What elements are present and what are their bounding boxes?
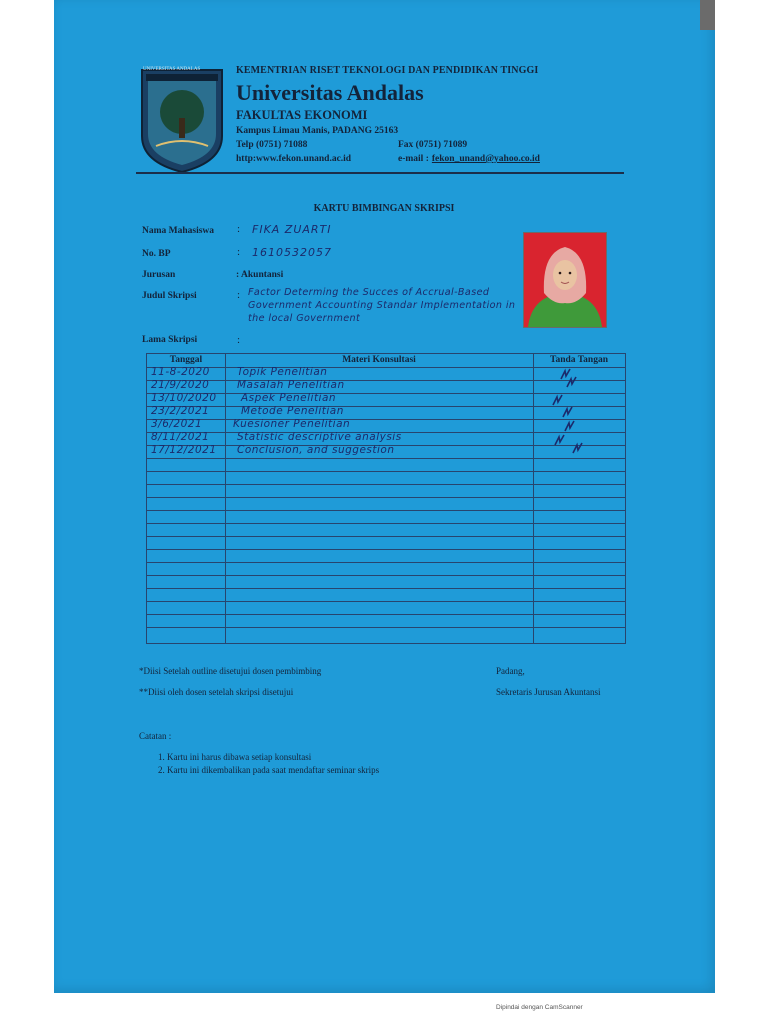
jurusan-value: : Akuntansi xyxy=(236,270,284,280)
table-row-line xyxy=(147,419,625,420)
judul-value: Factor Determing the Succes of Accrual-Based Government Accounting Standar Implementation in the local Government xyxy=(248,287,516,324)
fax: Fax (0751) 71089 xyxy=(398,140,468,150)
lama-colon: : xyxy=(237,334,241,346)
row-date: 23/2/2021 xyxy=(151,405,210,417)
nama-value: FIKA ZUARTI xyxy=(252,223,332,236)
email-line xyxy=(398,154,540,164)
telephone: Telp (0751) 71088 xyxy=(236,140,308,150)
catatan-list xyxy=(158,751,488,776)
table-row-line xyxy=(147,601,625,602)
sekretaris-label: Sekretaris Jurusan Akuntansi xyxy=(496,687,601,697)
table-row-line xyxy=(147,588,625,589)
website: http:www.fekon.unand.ac.id xyxy=(236,154,352,164)
row-date: 17/12/2021 xyxy=(151,444,217,456)
portrait-icon xyxy=(524,233,606,327)
ministry-name: KEMENTRIAN RISET TEKNOLOGI DAN PENDIDIKAN TINGGI xyxy=(236,65,539,76)
signature-icon xyxy=(571,442,585,454)
table-row-line xyxy=(147,367,625,368)
signature-icon xyxy=(565,376,579,388)
catatan-item: 2. Kartu ini dikembalikan pada saat mendaftar seminar skrips xyxy=(158,764,380,775)
email-address: fekon_unand@yahoo.co.id xyxy=(431,154,540,164)
lama-label: Lama Skripsi xyxy=(142,335,198,345)
row-date: 13/10/2020 xyxy=(151,392,217,404)
note-outline: *Diisi Setelah outline disetujui dosen pembimbing xyxy=(139,666,322,676)
bp-colon: : xyxy=(237,246,241,258)
header-materi: Materi Konsultasi xyxy=(342,355,416,365)
header-tanda-tangan: Tanda Tangan xyxy=(549,355,609,365)
nama-label: Nama Mahasiswa xyxy=(142,226,215,236)
header-divider xyxy=(136,172,624,174)
card-title-text: KARTU BIMBINGAN SKRIPSI xyxy=(313,203,455,214)
catatan-item: 1. Kartu ini harus dibawa setiap konsultasi xyxy=(158,752,312,762)
row-materi: Statistic descriptive analysis xyxy=(237,431,402,443)
row-materi: Topik Penelitian xyxy=(237,366,328,378)
signature-icon xyxy=(553,434,567,446)
table-row-line xyxy=(147,549,625,550)
catatan-title: Catatan : xyxy=(139,731,172,741)
row-date: 11-8-2020 xyxy=(151,366,210,378)
table-row-line xyxy=(147,614,625,615)
table-row-line xyxy=(147,575,625,576)
university-logo-icon xyxy=(136,66,228,174)
signature-icon xyxy=(551,394,565,406)
row-materi: Conclusion, and suggestion xyxy=(237,444,395,456)
table-row-line xyxy=(147,627,625,628)
row-materi: Kuesioner Penelitian xyxy=(233,418,351,430)
card-title xyxy=(0,203,768,214)
table-row-line xyxy=(147,562,625,563)
signature-icon xyxy=(561,406,575,418)
campus-address: Kampus Limau Manis, PADANG 25163 xyxy=(236,126,399,136)
row-materi: Aspek Penelitian xyxy=(241,392,337,404)
scanner-watermark: Dipindai dengan CamScanner xyxy=(496,1004,583,1011)
university-name: Universitas Andalas xyxy=(236,80,424,105)
faculty-name: FAKULTAS EKONOMI xyxy=(236,108,368,122)
note-skripsi: **Diisi oleh dosen setelah skripsi disetujui xyxy=(139,687,294,697)
padang-label: Padang, xyxy=(496,666,525,676)
row-materi: Metode Penelitian xyxy=(241,405,344,417)
table-row-line xyxy=(147,458,625,459)
header-tanggal: Tanggal xyxy=(169,355,203,365)
bp-value: 1610532057 xyxy=(252,246,332,259)
table-row-line xyxy=(147,406,625,407)
table-row-line xyxy=(147,523,625,524)
consultation-table xyxy=(146,353,626,644)
table-row-line xyxy=(147,484,625,485)
bp-label: No. BP xyxy=(142,249,171,259)
row-date: 3/6/2021 xyxy=(151,418,203,430)
judul-label: Judul Skripsi xyxy=(142,291,197,301)
table-row-line xyxy=(147,471,625,472)
logo-text: UNIVERSITAS ANDALAS xyxy=(143,67,201,72)
row-date: 8/11/2021 xyxy=(151,431,210,443)
email-label: e-mail : xyxy=(398,154,429,164)
row-date: 21/9/2020 xyxy=(151,379,210,391)
table-row-line xyxy=(147,536,625,537)
table-col-divider xyxy=(225,354,226,643)
table-col-divider xyxy=(533,354,534,643)
signature-icon xyxy=(563,420,577,432)
catatan-section xyxy=(139,731,380,775)
table-row-line xyxy=(147,380,625,381)
paper-shadow-edge xyxy=(700,0,715,30)
table-row-line xyxy=(147,497,625,498)
row-materi: Masalah Penelitian xyxy=(237,379,345,391)
jurusan-label: Jurusan xyxy=(142,270,176,280)
student-photo xyxy=(523,232,607,328)
table-row-line xyxy=(147,510,625,511)
nama-colon: : xyxy=(237,223,241,235)
judul-colon: : xyxy=(237,289,241,301)
